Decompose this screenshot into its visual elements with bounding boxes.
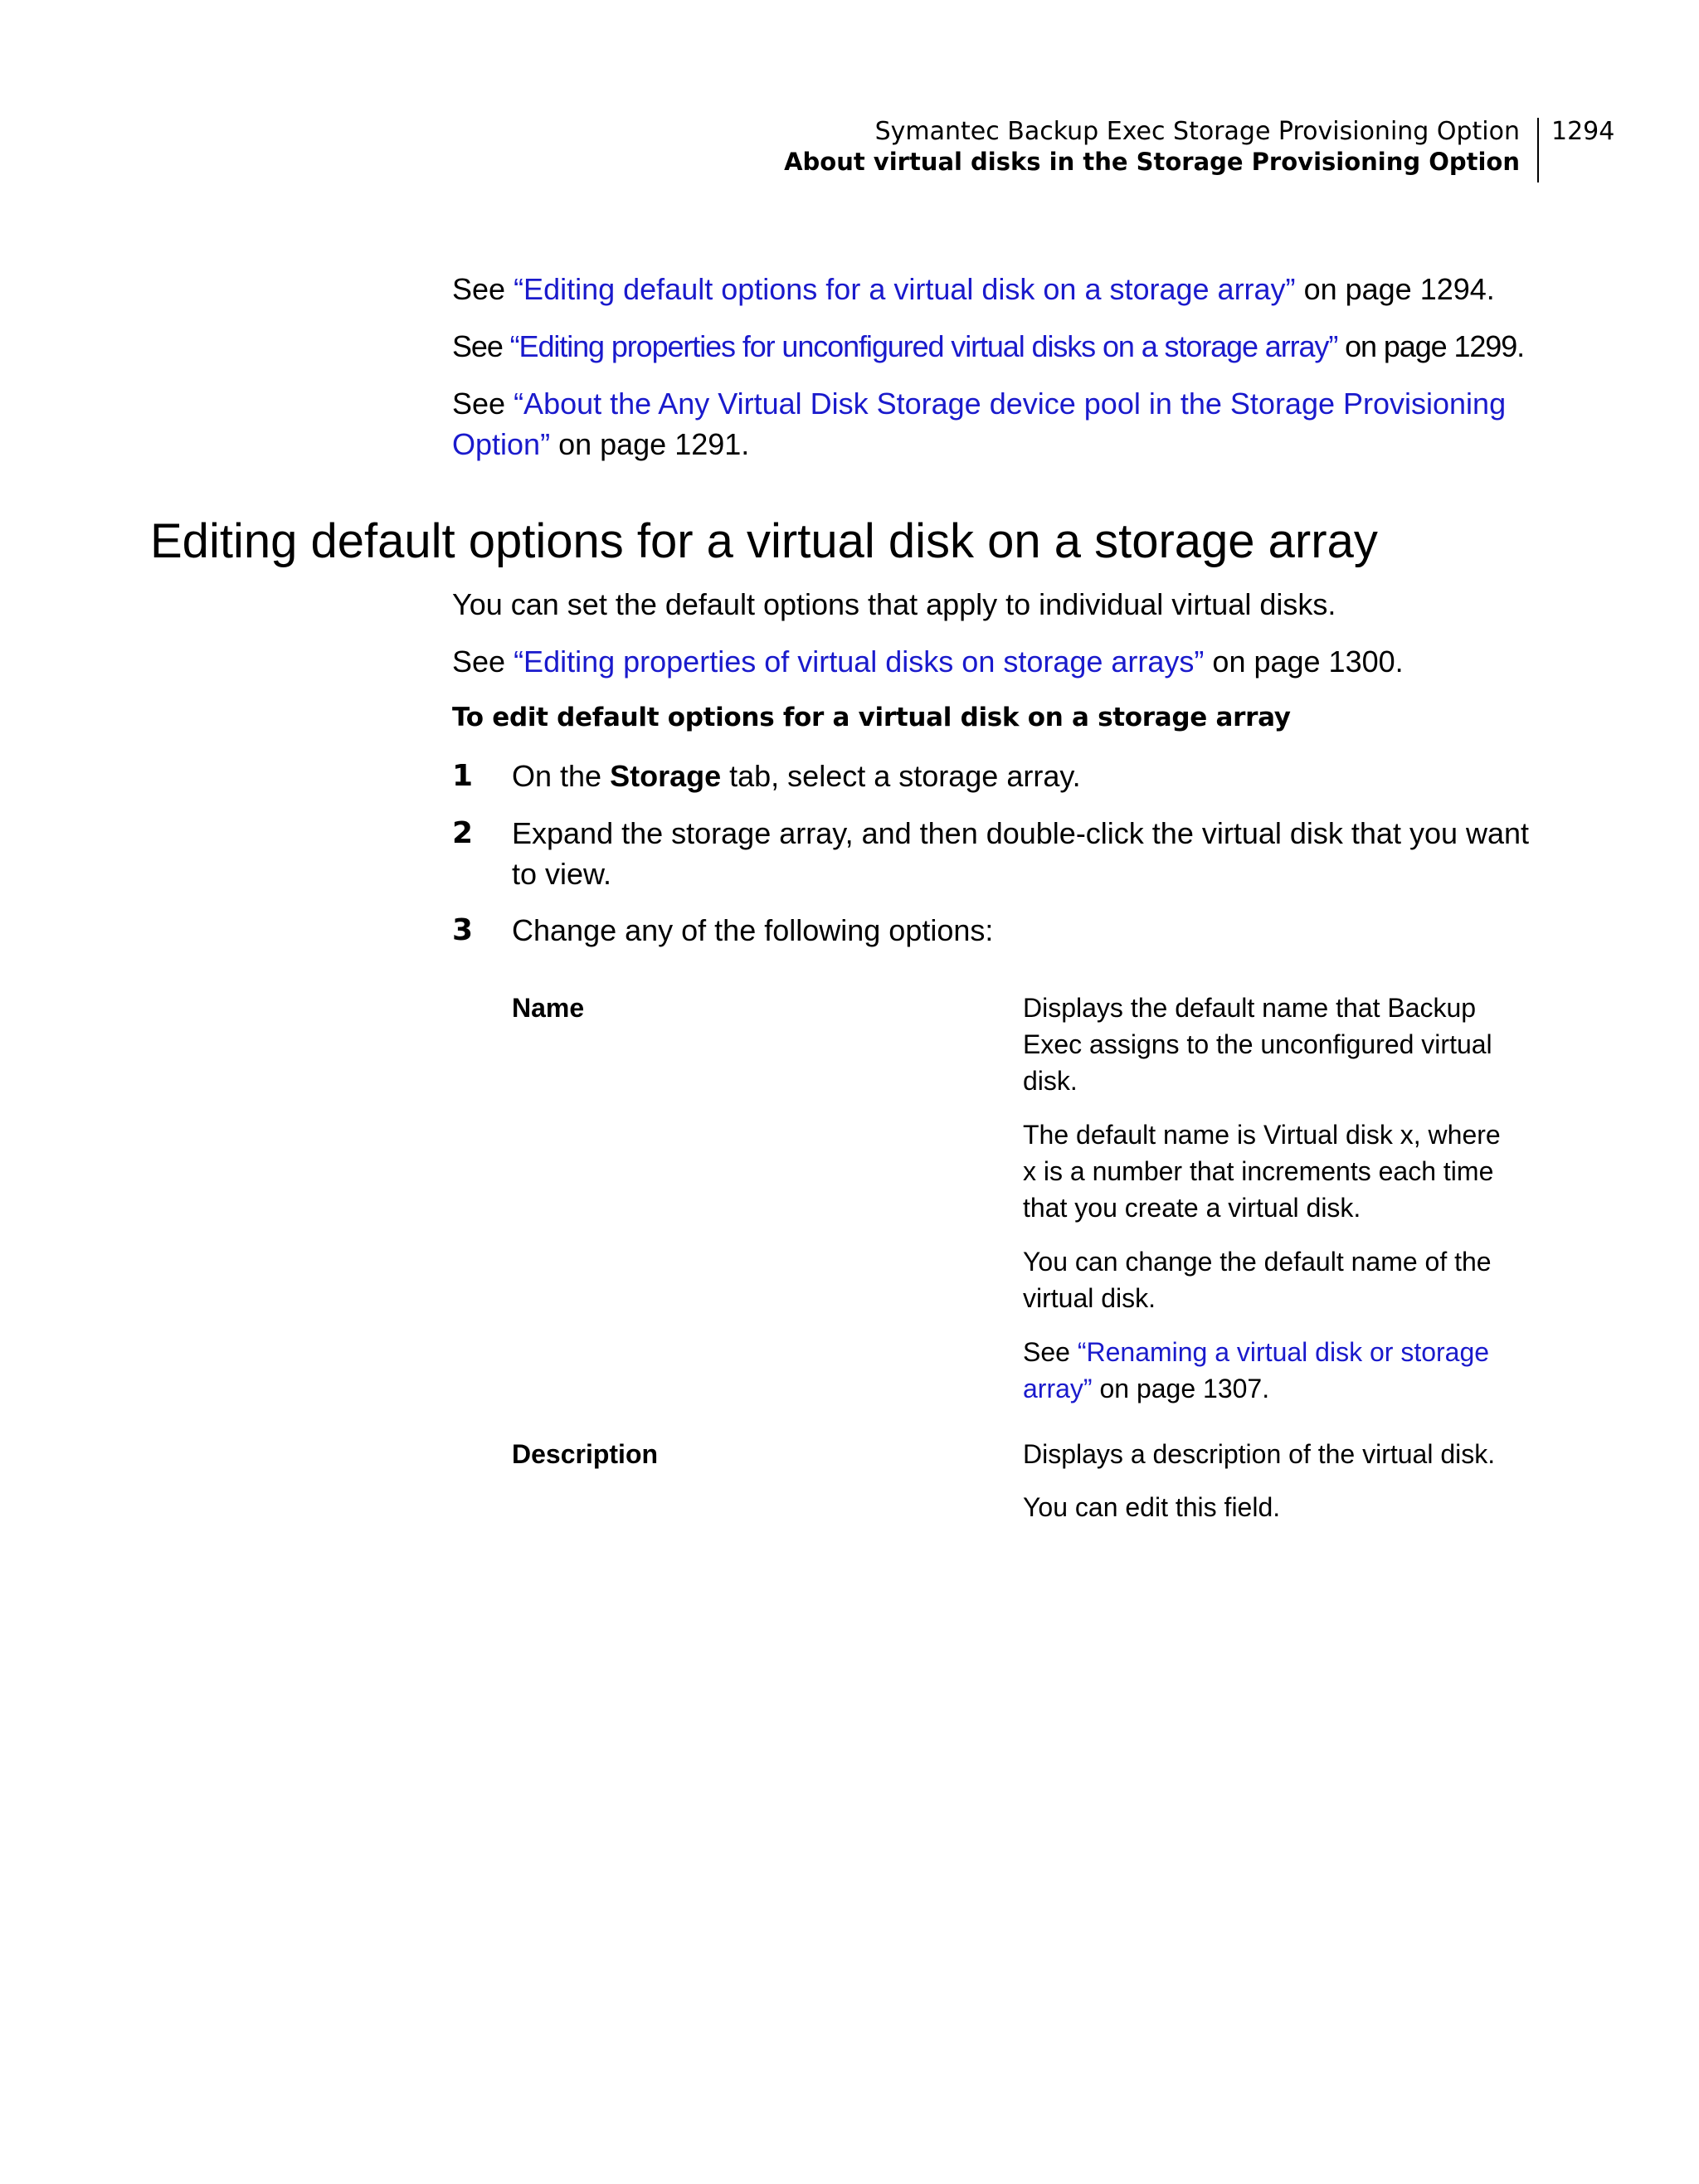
see-also-line bbox=[452, 326, 1555, 367]
option-description: The default name is Virtual disk x, where x is a number that increments each time that you create a virtual disk. bbox=[1023, 1120, 1501, 1223]
see-prefix: See bbox=[452, 329, 510, 363]
step-number: 2 bbox=[452, 816, 474, 850]
storage-tab-label: Storage bbox=[610, 759, 722, 793]
step-text: Expand the storage array, and then double-click the virtual disk that you want to view. bbox=[512, 816, 1530, 891]
see-also-line bbox=[452, 641, 1555, 682]
procedure-title: To edit default options for a virtual disk on a storage array bbox=[452, 703, 1291, 732]
option-see-also bbox=[1023, 1334, 1521, 1407]
header-section-title: About virtual disks in the Storage Provisioning Option bbox=[784, 148, 1520, 176]
xref-link-renaming-virtual-disk[interactable]: “Renaming a virtual disk or storage array” bbox=[1023, 1337, 1490, 1403]
see-suffix: on page 1294. bbox=[1295, 272, 1495, 306]
see-prefix: See bbox=[452, 387, 514, 421]
xref-link-editing-unconfigured-properties[interactable]: “Editing properties for unconfigured virtual disks on a storage array” bbox=[509, 329, 1338, 363]
see-prefix: See bbox=[452, 644, 514, 679]
see-prefix: See bbox=[452, 272, 514, 306]
header-book-title: Symantec Backup Exec Storage Provisioning Option bbox=[874, 117, 1520, 146]
header-divider bbox=[1537, 118, 1539, 182]
see-prefix: See bbox=[1023, 1337, 1078, 1367]
option-description: Displays a description of the virtual disk. bbox=[1023, 1439, 1496, 1469]
option-description: Displays the default name that Backup Exec assigns to the unconfigured virtual disk. bbox=[1023, 993, 1492, 1096]
section-intro: You can set the default options that apply to individual virtual disks. bbox=[452, 587, 1336, 621]
section-heading: Editing default options for a virtual disk on a storage array bbox=[150, 514, 1378, 568]
see-also-line bbox=[452, 383, 1555, 465]
step-number: 3 bbox=[452, 913, 474, 947]
step-text bbox=[512, 756, 1557, 796]
option-description: You can edit this field. bbox=[1023, 1492, 1281, 1522]
see-suffix: on page 1299. bbox=[1337, 329, 1525, 363]
page-number: 1294 bbox=[1551, 117, 1615, 146]
option-description: You can change the default name of the virtual disk. bbox=[1023, 1247, 1492, 1313]
option-term-description: Description bbox=[512, 1439, 659, 1469]
step-text-post: tab, select a storage array. bbox=[721, 759, 1081, 793]
step-number: 1 bbox=[452, 759, 474, 793]
option-term-name: Name bbox=[512, 993, 585, 1023]
see-suffix: on page 1307. bbox=[1092, 1374, 1270, 1403]
step-text-pre: On the bbox=[512, 759, 611, 793]
see-also-line bbox=[452, 269, 1555, 309]
xref-link-editing-default-options[interactable]: “Editing default options for a virtual disk on a storage array” bbox=[514, 272, 1296, 306]
step-text: Change any of the following options: bbox=[512, 913, 994, 947]
xref-link-any-virtual-disk-pool[interactable]: “About the Any Virtual Disk Storage device pool in the Storage Provisioning Option” bbox=[452, 387, 1507, 461]
see-suffix: on page 1291. bbox=[550, 427, 750, 461]
xref-link-editing-virtual-disk-properties[interactable]: “Editing properties of virtual disks on storage arrays” bbox=[514, 644, 1205, 679]
see-suffix: on page 1300. bbox=[1204, 644, 1404, 679]
